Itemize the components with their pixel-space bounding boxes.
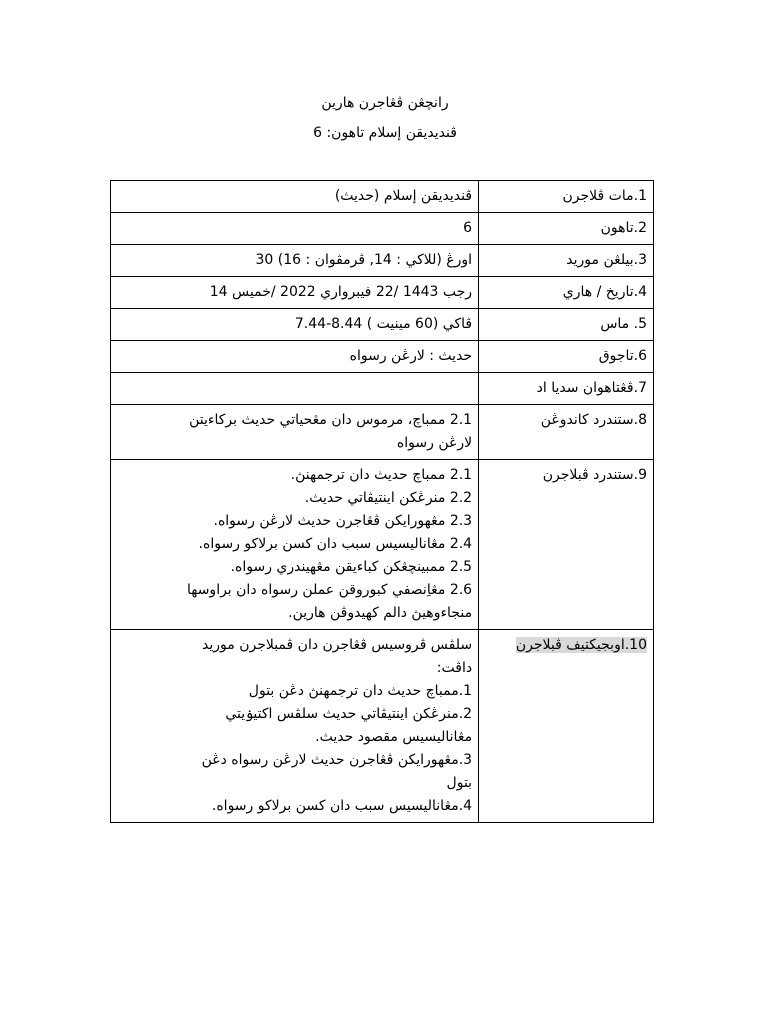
lesson-plan-table — [110, 180, 654, 823]
row-label: 7.ڤڠتاهوان سديا اد — [479, 373, 654, 405]
row-value — [111, 341, 479, 373]
value-line: حديث : لارڠن رسواه — [349, 348, 473, 364]
value-line — [117, 377, 472, 400]
table-row — [111, 245, 654, 277]
highlighted-label: 10.اوبجيكتيف ڤبلاجرن — [515, 637, 647, 653]
row-value — [111, 277, 479, 309]
value-line: ڤنديديقن إسلام (حديث) — [334, 188, 473, 204]
value-line: داڤت: — [436, 660, 473, 676]
value-line: 2.5 ممبينچڠكن كباءيقن مڠهيندري رسواه. — [230, 559, 473, 575]
value-line: 1.ممباچ حديث دان ترجمهنڽ دڠن بتول — [248, 683, 473, 699]
value-line: 2.3 مڠهورايكن ڤڠاجرن حديث لارڠن رسواه. — [213, 513, 473, 529]
value-line: ڤاكي (60 مينيت ) 8.44-7.44 — [294, 316, 473, 332]
value-line: منجاءوهيڽ دالم كهيدوڤن هارين. — [288, 605, 473, 621]
row-value — [111, 630, 479, 823]
value-line: مڠاناليسيس مقصود حديث. — [315, 729, 473, 745]
row-label: 6.تاجوق — [479, 341, 654, 373]
value-line: 2.1 ممباچ، مرموس دان مڠحياتي حديث بركاءيتن — [189, 412, 473, 428]
table-row — [111, 341, 654, 373]
row-value — [111, 245, 479, 277]
value-line: اورڠ (للاكي : 14, ڤرمڤوان : 16) 30 — [255, 252, 473, 268]
lesson-plan-title: رانچڠن ڤڠاجرن هارين — [321, 95, 449, 111]
table-row — [111, 181, 654, 213]
row-value — [111, 405, 479, 460]
row-value — [111, 213, 479, 245]
row-label — [479, 630, 654, 823]
value-line: 2.2 منرڠكن اينتيڤاتي حديث. — [304, 490, 473, 506]
value-line: 4.مڠاناليسيس سبب دان كسن برلاكو رسواه. — [211, 798, 473, 814]
row-value — [111, 373, 479, 405]
value-line: 2.6 مڠاِنصفي كبوروقن عملن رسواه دان براوسها — [186, 582, 473, 598]
row-value — [111, 181, 479, 213]
value-line: 2.4 مڠاناليسيس سبب دان كسن برلاكو رسواه. — [198, 536, 473, 552]
value-line: بتول — [446, 775, 473, 791]
table-row — [111, 213, 654, 245]
value-line: سلڤس ڤروسيس ڤڠاجرن دان ڤمبلاجرن موريد — [202, 637, 473, 653]
row-label: 3.بيلڠن موريد — [479, 245, 654, 277]
row-label: 9.ستندرد ڤبلاجرن — [479, 460, 654, 630]
row-label: 5. ماس — [479, 309, 654, 341]
subject-year-heading: ڤنديديقن إسلام تاهون: 6 — [313, 125, 457, 141]
row-label: 2.تاهون — [479, 213, 654, 245]
value-line: 2.منرڠكن اينتيڤاتي حديث سلڤس اكتيۏيتي — [225, 706, 473, 722]
table-row — [111, 373, 654, 405]
table-row — [111, 460, 654, 630]
table-row — [111, 630, 654, 823]
table-row — [111, 405, 654, 460]
row-label: 4.تاريخ / هاري — [479, 277, 654, 309]
table-row — [111, 277, 654, 309]
value-line: رجب 1443 /22 فيبرواري 2022 /خميس 14 — [209, 284, 473, 300]
row-label: 1.مات ڤلاجرن — [479, 181, 654, 213]
value-line: 3.مڠهورايكن ڤڠاجرن حديث لارڠن رسواه دڠن — [201, 752, 473, 768]
row-value — [111, 460, 479, 630]
value-line: 2.1 ممباچ حديث دان ترجمهنڽ. — [290, 467, 473, 483]
value-line: لارڠن رسواه — [396, 435, 473, 451]
row-label: 8.ستندرد كاندوڠن — [479, 405, 654, 460]
value-line: 6 — [463, 220, 473, 236]
row-value — [111, 309, 479, 341]
table-row — [111, 309, 654, 341]
